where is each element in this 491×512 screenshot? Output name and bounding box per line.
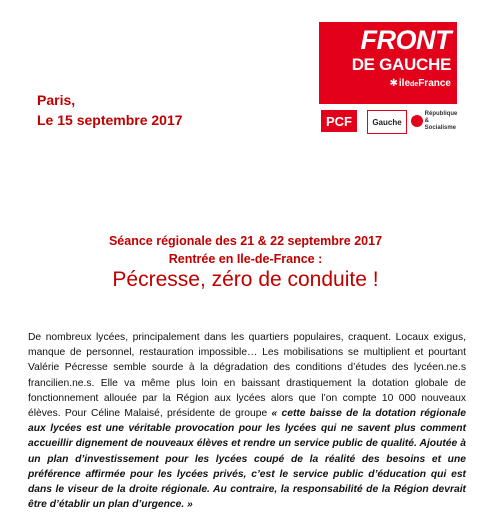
republique-socialisme-badge <box>413 110 458 132</box>
press-release-body <box>28 330 466 512</box>
logo-front-text: FRONT <box>360 25 451 55</box>
region-small: de <box>410 81 419 88</box>
region-prefix: ile <box>398 78 411 89</box>
place-date <box>37 90 183 130</box>
rs-badge-text: République & Socialisme <box>424 110 458 131</box>
session-line: Séance régionale des 21 & 22 septembre 2017 <box>108 234 383 248</box>
logo-red-block <box>319 22 457 104</box>
star-icon: ✱ <box>389 78 398 89</box>
subtitle-line: Rentrée en Ile-de-France : <box>168 252 323 266</box>
page-title: Pécresse, zéro de conduite ! <box>112 268 379 291</box>
city-line: Paris, <box>37 92 76 108</box>
rs-circle-icon <box>411 115 423 127</box>
pcf-badge: PCF <box>321 110 357 132</box>
body-intro: De nombreux lycées, principalement dans les quartiers populaires, craquent. Locaux exigus, manque de personnel, restauration impossible… Les mobilisations se multiplient et pourtant Valérie Pécresse semble sourde à la dégradation des conditions d’études des lycéen.ne.s francilien.ne.s. Elle va même plus loin en baissant drastiquement la dotation globale de fonctionnement allouée par la Région aux lycées alors que l’on compte 10 000 nouveaux élèves. Pour Céline Malaisé, présidente de groupe <box>28 332 466 420</box>
region-suffix: France <box>418 78 451 89</box>
front-de-gauche-logo <box>319 22 457 136</box>
body-quote: « cette baisse de la dotation régionale aux lycées est une véritable provocation pour les lycées qui ne savent plus comment accueillir dignement de nouveaux élèves et rendre un service public de qualité. Ajoutée à un plan d’investissement pour les lycées coupé de la réalité des besoins et une préférence affirmée pour les lycées privés, c’est le service public d’éducation qui est dans le viseur de la droite régionale. Au contraire, la responsabilité de la Région devrait être d’établir un plan d’urgence. » <box>28 408 466 511</box>
logo-region-text <box>390 78 451 91</box>
date-line: Le 15 septembre 2017 <box>37 112 183 128</box>
logo-partner-badges <box>319 106 457 136</box>
gauche-badge: Gauche <box>367 110 407 134</box>
logo-gauche-text: DE GAUCHE <box>351 55 451 74</box>
